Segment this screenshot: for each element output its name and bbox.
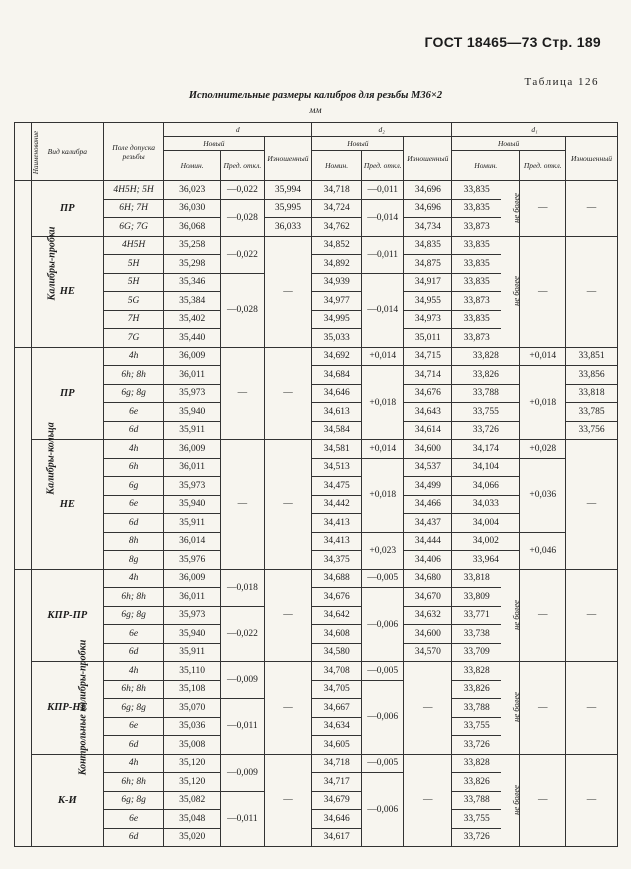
cell: 34,696 xyxy=(404,199,452,218)
cell: 34,600 xyxy=(404,440,452,459)
cell: —0,014 xyxy=(362,199,404,236)
cell: +0,018 xyxy=(362,458,404,532)
cell: 35,384 xyxy=(164,292,221,311)
group-plug: Калибры-пробки xyxy=(15,181,32,348)
cell: 35,440 xyxy=(164,329,221,348)
cell: 35,940 xyxy=(164,495,221,514)
field-cell: 6e xyxy=(104,810,164,829)
field-cell: 6h; 8h xyxy=(104,366,164,385)
d-new-header: Новый xyxy=(164,137,264,151)
cell: 33,826 xyxy=(452,366,520,385)
cell: 35,070 xyxy=(164,699,221,718)
cell: 36,011 xyxy=(164,366,221,385)
cell: 34,646 xyxy=(312,810,362,829)
cell: +0,014 xyxy=(362,347,404,366)
cell: — xyxy=(566,662,618,755)
field-cell: 8g xyxy=(104,551,164,570)
field-cell: 6H; 7H xyxy=(104,199,164,218)
field-cell: 6e xyxy=(104,717,164,736)
cell: —0,009 xyxy=(221,662,265,699)
field-cell: 4h xyxy=(104,569,164,588)
cell: — xyxy=(264,347,312,440)
cell: 34,973 xyxy=(404,310,452,329)
field-cell: 6h; 8h xyxy=(104,773,164,792)
cell: 34,642 xyxy=(312,606,362,625)
cell: 34,715 xyxy=(404,347,452,366)
cell: —0,022 xyxy=(221,236,265,273)
cell: 33,964 xyxy=(452,551,520,570)
note-not-more: не более xyxy=(501,662,520,755)
cell: —0,022 xyxy=(221,606,265,662)
col-d-header: d xyxy=(164,123,312,137)
cell: 34,955 xyxy=(404,292,452,311)
cell: 34,613 xyxy=(312,403,362,422)
cell: 34,444 xyxy=(404,532,452,551)
cell: 33,835 xyxy=(452,199,502,218)
cell: 35,346 xyxy=(164,273,221,292)
cell: 34,580 xyxy=(312,643,362,662)
cell: 36,014 xyxy=(164,532,221,551)
cell: 35,008 xyxy=(164,736,221,755)
cell: 34,717 xyxy=(312,773,362,792)
gauge-type: К-И xyxy=(31,754,104,847)
cell: —0,011 xyxy=(362,236,404,273)
cell: 34,570 xyxy=(404,643,452,662)
col-d1-header: d₁ xyxy=(452,123,618,137)
cell: 34,705 xyxy=(312,680,362,699)
field-cell: 6g; 8g xyxy=(104,791,164,810)
cell: 33,788 xyxy=(452,699,502,718)
field-cell: 6G; 7G xyxy=(104,218,164,237)
field-cell: 5H xyxy=(104,273,164,292)
field-cell: 5G xyxy=(104,292,164,311)
cell: 34,513 xyxy=(312,458,362,477)
cell: 33,835 xyxy=(452,255,502,274)
field-cell: 7H xyxy=(104,310,164,329)
cell: 33,818 xyxy=(566,384,618,403)
table-row xyxy=(15,754,618,773)
table-row xyxy=(15,532,618,551)
cell: 33,755 xyxy=(452,810,502,829)
cell: 34,835 xyxy=(404,236,452,255)
cell: 35,911 xyxy=(164,514,221,533)
cell: 33,826 xyxy=(452,773,502,792)
cell: 34,708 xyxy=(312,662,362,681)
gauge-type: ПР xyxy=(31,181,104,237)
cell: 36,068 xyxy=(164,218,221,237)
cell: +0,028 xyxy=(520,440,566,459)
cell: —0,028 xyxy=(221,199,265,236)
cell: 35,940 xyxy=(164,403,221,422)
cell: —0,014 xyxy=(362,273,404,347)
table-caption: Исполнительные размеры калибров для резьбы M36×2 xyxy=(188,90,443,101)
note-not-more: не более xyxy=(501,236,520,347)
cell: 34,605 xyxy=(312,736,362,755)
cell: +0,023 xyxy=(362,532,404,569)
cell: 35,995 xyxy=(264,199,312,218)
cell: 34,475 xyxy=(312,477,362,496)
cell: 36,030 xyxy=(164,199,221,218)
field-cell: 6h xyxy=(104,458,164,477)
cell: 36,011 xyxy=(164,588,221,607)
table-row xyxy=(15,440,618,459)
field-cell: 4h xyxy=(104,662,164,681)
cell: 34,413 xyxy=(312,532,362,551)
cell: —0,006 xyxy=(362,680,404,754)
cell: —0,011 xyxy=(221,699,265,755)
cell: 34,608 xyxy=(312,625,362,644)
cell: 34,104 xyxy=(452,458,520,477)
cell: 34,033 xyxy=(452,495,520,514)
cell: 35,973 xyxy=(164,477,221,496)
cell: 34,676 xyxy=(312,588,362,607)
field-cell: 6e xyxy=(104,495,164,514)
cell: — xyxy=(566,754,618,847)
cell: 36,023 xyxy=(164,181,221,200)
note-not-more: не более xyxy=(501,754,520,847)
cell: — xyxy=(264,440,312,570)
table-row xyxy=(15,347,618,366)
cell: 35,048 xyxy=(164,810,221,829)
cell: 34,375 xyxy=(312,551,362,570)
field-cell: 6e xyxy=(104,625,164,644)
cell: +0,046 xyxy=(520,532,566,569)
cell: 34,692 xyxy=(312,347,362,366)
cell: 35,298 xyxy=(164,255,221,274)
field-cell: 6g; 8g xyxy=(104,606,164,625)
field-cell: 6e xyxy=(104,403,164,422)
cell: 33,788 xyxy=(452,384,520,403)
cell: +0,014 xyxy=(362,440,404,459)
table-row xyxy=(15,181,618,200)
cell: 35,082 xyxy=(164,791,221,810)
cell: 34,581 xyxy=(312,440,362,459)
table-row xyxy=(15,236,618,255)
cell: 36,011 xyxy=(164,458,221,477)
cell: —0,011 xyxy=(221,791,265,847)
cell: — xyxy=(520,754,566,847)
cell: 35,911 xyxy=(164,421,221,440)
cell: — xyxy=(520,181,566,237)
cell: 34,499 xyxy=(404,477,452,496)
cell: —0,028 xyxy=(221,273,265,347)
cell: 33,788 xyxy=(452,791,502,810)
table-row xyxy=(15,662,618,681)
cell: 34,939 xyxy=(312,273,362,292)
cell: 35,402 xyxy=(164,310,221,329)
cell: 35,994 xyxy=(264,181,312,200)
cell: 34,679 xyxy=(312,791,362,810)
cell: 33,835 xyxy=(452,236,502,255)
table-row xyxy=(15,458,618,477)
cell: —0,005 xyxy=(362,569,404,588)
table-row xyxy=(15,366,618,385)
d-worn-header: Изношенный xyxy=(264,137,312,181)
d1-worn-header: Изношенный xyxy=(566,137,618,181)
field-cell: 6d xyxy=(104,514,164,533)
col-d2-header: d₂ xyxy=(312,123,452,137)
cell: 35,036 xyxy=(164,717,221,736)
cell: +0,014 xyxy=(520,347,566,366)
cell: 33,785 xyxy=(566,403,618,422)
cell: 34,634 xyxy=(312,717,362,736)
cell: 34,632 xyxy=(404,606,452,625)
cell: 33,809 xyxy=(452,588,502,607)
cell: 34,852 xyxy=(312,236,362,255)
cell: — xyxy=(566,181,618,237)
cell: 33,873 xyxy=(452,292,502,311)
col-name-header: Наименование xyxy=(15,123,32,181)
cell: 33,826 xyxy=(452,680,502,699)
note-not-more: не более xyxy=(501,569,520,662)
cell: —0,011 xyxy=(362,181,404,200)
cell: 34,002 xyxy=(452,532,520,551)
cell: 36,009 xyxy=(164,347,221,366)
cell: —0,005 xyxy=(362,662,404,681)
cell: 34,406 xyxy=(404,551,452,570)
cell: 33,835 xyxy=(452,273,502,292)
cell: —0,006 xyxy=(362,588,404,662)
cell: 35,911 xyxy=(164,643,221,662)
field-cell: 6h; 8h xyxy=(104,588,164,607)
cell: 34,714 xyxy=(404,366,452,385)
cell: 34,617 xyxy=(312,828,362,847)
cell: 35,120 xyxy=(164,754,221,773)
field-cell: 6d xyxy=(104,421,164,440)
gauge-type: ПР xyxy=(31,347,104,440)
cell: 34,680 xyxy=(404,569,452,588)
table-unit: мм xyxy=(309,106,322,116)
cell: 34,584 xyxy=(312,421,362,440)
cell: — xyxy=(566,569,618,662)
cell: 34,718 xyxy=(312,754,362,773)
d1-nom-header: Номин. xyxy=(452,151,520,181)
field-cell: 6d xyxy=(104,828,164,847)
cell: — xyxy=(566,440,618,570)
cell: 35,020 xyxy=(164,828,221,847)
field-cell: 4h xyxy=(104,440,164,459)
cell: 35,120 xyxy=(164,773,221,792)
cell: +0,036 xyxy=(520,458,566,532)
field-cell: 6g; 8g xyxy=(104,699,164,718)
cell: 34,004 xyxy=(452,514,520,533)
cell: 34,892 xyxy=(312,255,362,274)
cell: 34,917 xyxy=(404,273,452,292)
cell: 33,709 xyxy=(452,643,502,662)
cell: — xyxy=(264,662,312,755)
cell: 36,009 xyxy=(164,440,221,459)
cell: 33,726 xyxy=(452,736,502,755)
gauge-dimensions-table xyxy=(14,122,618,847)
field-cell: 6g; 8g xyxy=(104,384,164,403)
cell: 33,755 xyxy=(452,717,502,736)
cell: 33,726 xyxy=(452,421,520,440)
cell: 33,873 xyxy=(452,218,502,237)
group-ring: Калибры-кольца xyxy=(15,347,32,569)
cell: — xyxy=(264,569,312,662)
col-type-header: Вид калибра xyxy=(31,123,104,181)
field-cell: 6h; 8h xyxy=(104,680,164,699)
cell: 34,442 xyxy=(312,495,362,514)
field-cell: 4h xyxy=(104,347,164,366)
cell: — xyxy=(404,754,452,847)
cell: — xyxy=(566,236,618,347)
group-control: Контрольные калибры-пробки xyxy=(15,569,32,847)
cell: —0,009 xyxy=(221,754,265,791)
cell: 33,851 xyxy=(566,347,618,366)
cell: 34,724 xyxy=(312,199,362,218)
cell: 33,818 xyxy=(452,569,502,588)
cell: 35,011 xyxy=(404,329,452,348)
cell: — xyxy=(520,569,566,662)
cell: 35,258 xyxy=(164,236,221,255)
cell: 34,670 xyxy=(404,588,452,607)
table-row xyxy=(15,569,618,588)
field-cell: 6d xyxy=(104,736,164,755)
cell: 33,756 xyxy=(566,421,618,440)
cell: —0,006 xyxy=(362,773,404,847)
cell: +0,018 xyxy=(520,366,566,440)
cell: 35,973 xyxy=(164,384,221,403)
d-dev-header: Пред. откл. xyxy=(221,151,265,181)
note-not-more: не более xyxy=(501,181,520,237)
d2-new-header: Новый xyxy=(312,137,404,151)
cell: 33,828 xyxy=(452,754,502,773)
cell: 34,684 xyxy=(312,366,362,385)
cell: 35,976 xyxy=(164,551,221,570)
cell: 33,726 xyxy=(452,828,502,847)
cell: 35,108 xyxy=(164,680,221,699)
col-field-header: Поле допуска резьбы xyxy=(104,123,164,181)
cell: 34,995 xyxy=(312,310,362,329)
gauge-type: КПР-НЕ xyxy=(31,662,104,755)
cell: 33,828 xyxy=(452,347,520,366)
cell: 34,688 xyxy=(312,569,362,588)
cell: +0,018 xyxy=(362,366,404,440)
d1-dev-header: Пред. откл. xyxy=(520,151,566,181)
cell: — xyxy=(520,236,566,347)
field-cell: 6d xyxy=(104,643,164,662)
cell: 34,614 xyxy=(404,421,452,440)
cell: 34,676 xyxy=(404,384,452,403)
cell: — xyxy=(221,347,265,440)
cell: 34,600 xyxy=(404,625,452,644)
cell: 35,973 xyxy=(164,606,221,625)
cell: 36,033 xyxy=(264,218,312,237)
table-number: Таблица 126 xyxy=(524,76,599,88)
cell: 34,066 xyxy=(452,477,520,496)
cell: 34,537 xyxy=(404,458,452,477)
cell: 34,413 xyxy=(312,514,362,533)
cell: 33,755 xyxy=(452,403,520,422)
cell: 33,738 xyxy=(452,625,502,644)
cell: 33,828 xyxy=(452,662,502,681)
gauge-type: КПР-ПР xyxy=(31,569,104,662)
cell: 33,835 xyxy=(452,181,502,200)
cell: 34,437 xyxy=(404,514,452,533)
cell: 34,977 xyxy=(312,292,362,311)
field-cell: 8h xyxy=(104,532,164,551)
cell: 34,667 xyxy=(312,699,362,718)
cell: 34,875 xyxy=(404,255,452,274)
cell: 34,466 xyxy=(404,495,452,514)
cell: 34,734 xyxy=(404,218,452,237)
cell: 33,835 xyxy=(452,310,502,329)
cell: 34,643 xyxy=(404,403,452,422)
field-cell: 4H5H xyxy=(104,236,164,255)
field-cell: 5H xyxy=(104,255,164,274)
cell: 36,009 xyxy=(164,569,221,588)
d-nom-header: Номин. xyxy=(164,151,221,181)
d2-worn-header: Изношенный xyxy=(404,137,452,181)
cell: —0,022 xyxy=(221,181,265,200)
cell: — xyxy=(404,662,452,755)
cell: —0,005 xyxy=(362,754,404,773)
gauge-type: НЕ xyxy=(31,236,104,347)
field-cell: 7G xyxy=(104,329,164,348)
cell: 35,940 xyxy=(164,625,221,644)
cell: 34,762 xyxy=(312,218,362,237)
cell: 33,873 xyxy=(452,329,502,348)
d2-dev-header: Пред. откл. xyxy=(362,151,404,181)
cell: —0,018 xyxy=(221,569,265,606)
cell: — xyxy=(520,662,566,755)
cell: 33,856 xyxy=(566,366,618,385)
page-header: ГОСТ 18465—73 Стр. 189 xyxy=(424,34,601,50)
field-cell: 6g xyxy=(104,477,164,496)
cell: — xyxy=(221,440,265,570)
cell: 34,718 xyxy=(312,181,362,200)
gauge-type: НЕ xyxy=(31,440,104,570)
cell: 35,110 xyxy=(164,662,221,681)
cell: 35,033 xyxy=(312,329,362,348)
cell: 34,174 xyxy=(452,440,520,459)
cell: 33,771 xyxy=(452,606,502,625)
d1-new-header: Новый xyxy=(452,137,566,151)
cell: — xyxy=(264,754,312,847)
field-cell: 4h xyxy=(104,754,164,773)
d2-nom-header: Номин. xyxy=(312,151,362,181)
field-cell: 4H5H; 5H xyxy=(104,181,164,200)
cell: 34,646 xyxy=(312,384,362,403)
cell: 34,696 xyxy=(404,181,452,200)
cell: — xyxy=(264,236,312,347)
